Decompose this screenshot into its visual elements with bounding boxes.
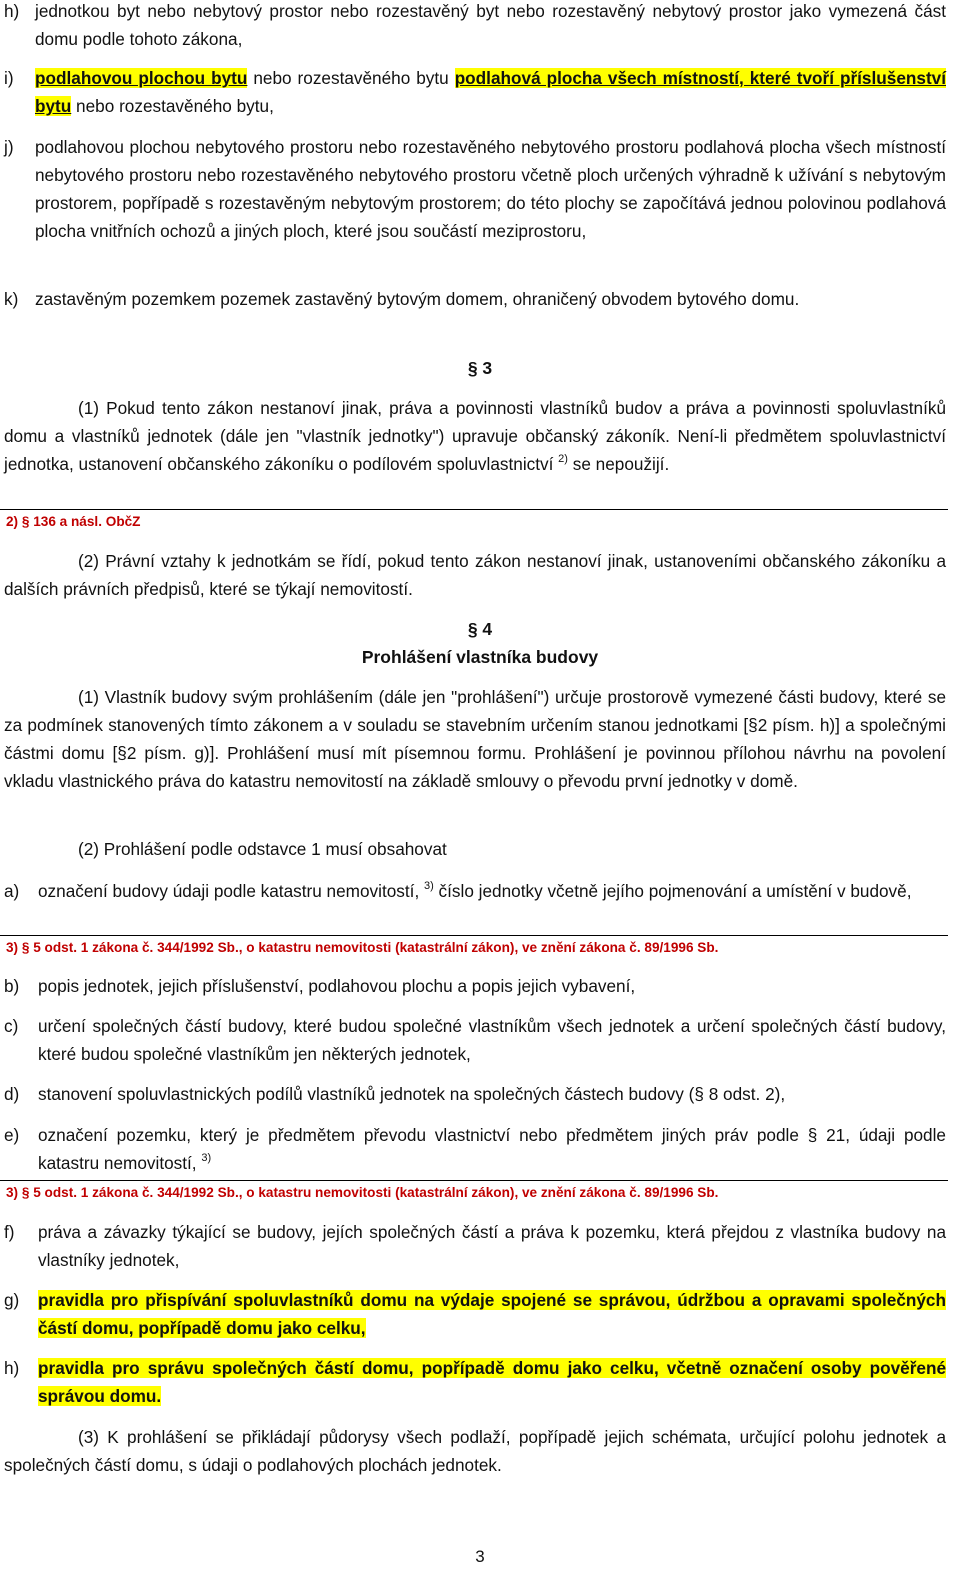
footnote: 2) § 136 a násl. ObčZ (6, 514, 141, 529)
item-label: f) (4, 1222, 15, 1242)
text-span: označení pozemku, který je předmětem převodu vlastnictví nebo předmětem jiných práv podle § 21, údaji podle katastru nemovitostí, (38, 1125, 946, 1173)
list-item-j (4, 133, 946, 245)
list-item-c (4, 1012, 946, 1068)
paragraph: (1) Vlastník budovy svým prohlášením (dále jen "prohlášení") určuje prostorově vymezené části budovy, které se za podmínek stanovených tímto zákonem a v souladu se stavebním určením stanou jednotkami [§2 písm. h)] a společnými částmi domu [§2 písm. g)]. Prohlášení musí mít písemnou formu. Prohlášení je povinnou přílohou návrhu na povolení vkladu vlastnického práva do katastru nemovitostí na základě smlouvy o převodu první jednotky v domě. (4, 687, 946, 791)
item-text: práva a závazky týkající se budovy, jejích společných částí a práva k pozemku, která přejdou z vlastníka budovy na vlastníky jednotek, (38, 1222, 946, 1270)
footnote: 3) § 5 odst. 1 zákona č. 344/1992 Sb., o katastru nemovitosti (katastrální zákon), ve znění zákona č. 89/1996 Sb. (6, 1185, 719, 1200)
text-span: se nepoužijí. (567, 454, 670, 474)
section-heading: § 4 (467, 619, 493, 639)
list-item-k (4, 285, 946, 313)
highlight-definition: podlahová plocha všech místností, které tvoří příslušenství bytu (35, 68, 946, 116)
item-text (38, 1286, 946, 1342)
list-item-b (4, 972, 946, 1000)
highlight-text: pravidla pro přispívání spoluvlastníků domu na výdaje spojené se správou, údržbou a opravami společných částí domu, popřípadě domu jako celku, (38, 1290, 946, 1338)
list-item-g (4, 1286, 946, 1342)
text-span: označení budovy údaji podle katastru nemovitostí, (38, 881, 424, 901)
text-span: nebo rozestavěného bytu (247, 68, 455, 88)
item-text: jednotkou byt nebo nebytový prostor nebo rozestavěný byt nebo rozestavěný nebytový prostor jako vymezená část domu podle tohoto zákona, (35, 1, 946, 49)
footnote-separator (0, 1180, 948, 1181)
footnote-ref: 2) (558, 453, 568, 465)
footnote-separator (0, 935, 948, 936)
section-heading: § 3 (467, 358, 493, 378)
item-label: h) (4, 1358, 20, 1378)
text-span: číslo jednotky včetně jejího pojmenování a umístění v budově, (433, 881, 912, 901)
page-number: 3 (475, 1547, 485, 1566)
list-item-a (4, 877, 946, 905)
item-text: popis jednotek, jejich příslušenství, podlahovou plochu a popis jejich vybavení, (38, 976, 636, 996)
item-label: b) (4, 976, 20, 996)
item-label: h) (4, 1, 20, 21)
item-text (35, 64, 946, 120)
item-label: k) (4, 289, 19, 309)
list-item-d (4, 1080, 946, 1108)
item-label: c) (4, 1016, 19, 1036)
text-span: nebo rozestavěného bytu, (71, 96, 274, 116)
item-text: zastavěným pozemkem pozemek zastavěný bytovým domem, ohraničený obvodem bytového domu. (35, 289, 800, 309)
section-title: Prohlášení vlastníka budovy (361, 647, 599, 667)
paragraph: (3) K prohlášení se přikládají půdorysy všech podlaží, popřípadě jejich schémata, určující polohu jednotek a společných částí domu, s údaji o podlahových plochách jednotek. (4, 1427, 946, 1475)
paragraph: (2) Prohlášení podle odstavce 1 musí obsahovat (78, 839, 447, 859)
item-label: g) (4, 1290, 20, 1310)
item-text: podlahovou plochou nebytového prostoru nebo rozestavěného nebytového prostoru podlahová plocha všech místností nebytového prostoru nebo rozestavěného nebytového prostoru včetně ploch určených výhradně k užívání s nebytovým prostorem, popřípadě s rozestavěným nebytovým prostorem; do této plochy se započítává jednou polovinou podlahová plocha vnitřních ochozů a jiných ploch, které jsou součástí meziprostoru, (35, 137, 946, 241)
footnote: 3) § 5 odst. 1 zákona č. 344/1992 Sb., o katastru nemovitosti (katastrální zákon), ve znění zákona č. 89/1996 Sb. (6, 940, 719, 955)
list-item-i (4, 64, 946, 120)
list-item-h (4, 0, 946, 53)
item-text: určení společných částí budovy, které budou společné vlastníkům všech jednotek a určení společných částí budovy, které budou společné vlastníkům jen některých jednotek, (38, 1016, 946, 1064)
item-text (38, 1354, 946, 1410)
item-label: e) (4, 1125, 20, 1145)
item-label: a) (4, 881, 20, 901)
footnote-ref: 3) (424, 880, 434, 892)
item-text (38, 877, 946, 905)
item-label: d) (4, 1084, 20, 1104)
highlight-term: podlahovou plochou bytu (35, 68, 248, 88)
item-text: stanovení spoluvlastnických podílů vlastníků jednotek na společných částech budovy (§ 8 odst. 2), (38, 1084, 786, 1104)
paragraph: (2) Právní vztahy k jednotkám se řídí, pokud tento zákon nestanoví jinak, ustanoveními občanského zákoníku a dalších právních předpisů, které se týkají nemovitostí. (4, 551, 946, 599)
footnote-separator (0, 509, 948, 510)
list-item-e (4, 1121, 946, 1177)
footnote-ref: 3) (201, 1152, 212, 1164)
text-span: (1) Pokud tento zákon nestanoví jinak, práva a povinnosti vlastníků budov a práva a povinnosti spoluvlastníků domu a vlastníků jednotek (dále jen "vlastník jednotky") upravuje občanský zákoník. Není-li předmětem spoluvlastnictví jednotka, ustanovení občanského zákoníku o podílovém spoluvlastnictví (4, 398, 946, 474)
list-item-f (4, 1218, 946, 1274)
paragraph (4, 394, 946, 478)
highlight-text: pravidla pro správu společných částí domu, popřípadě domu jako celku, včetně označení osoby pověřené správou domu. (38, 1358, 946, 1406)
item-label: j) (4, 137, 14, 157)
item-text (38, 1121, 946, 1177)
item-label: i) (4, 68, 14, 88)
list-item-h2 (4, 1354, 946, 1410)
